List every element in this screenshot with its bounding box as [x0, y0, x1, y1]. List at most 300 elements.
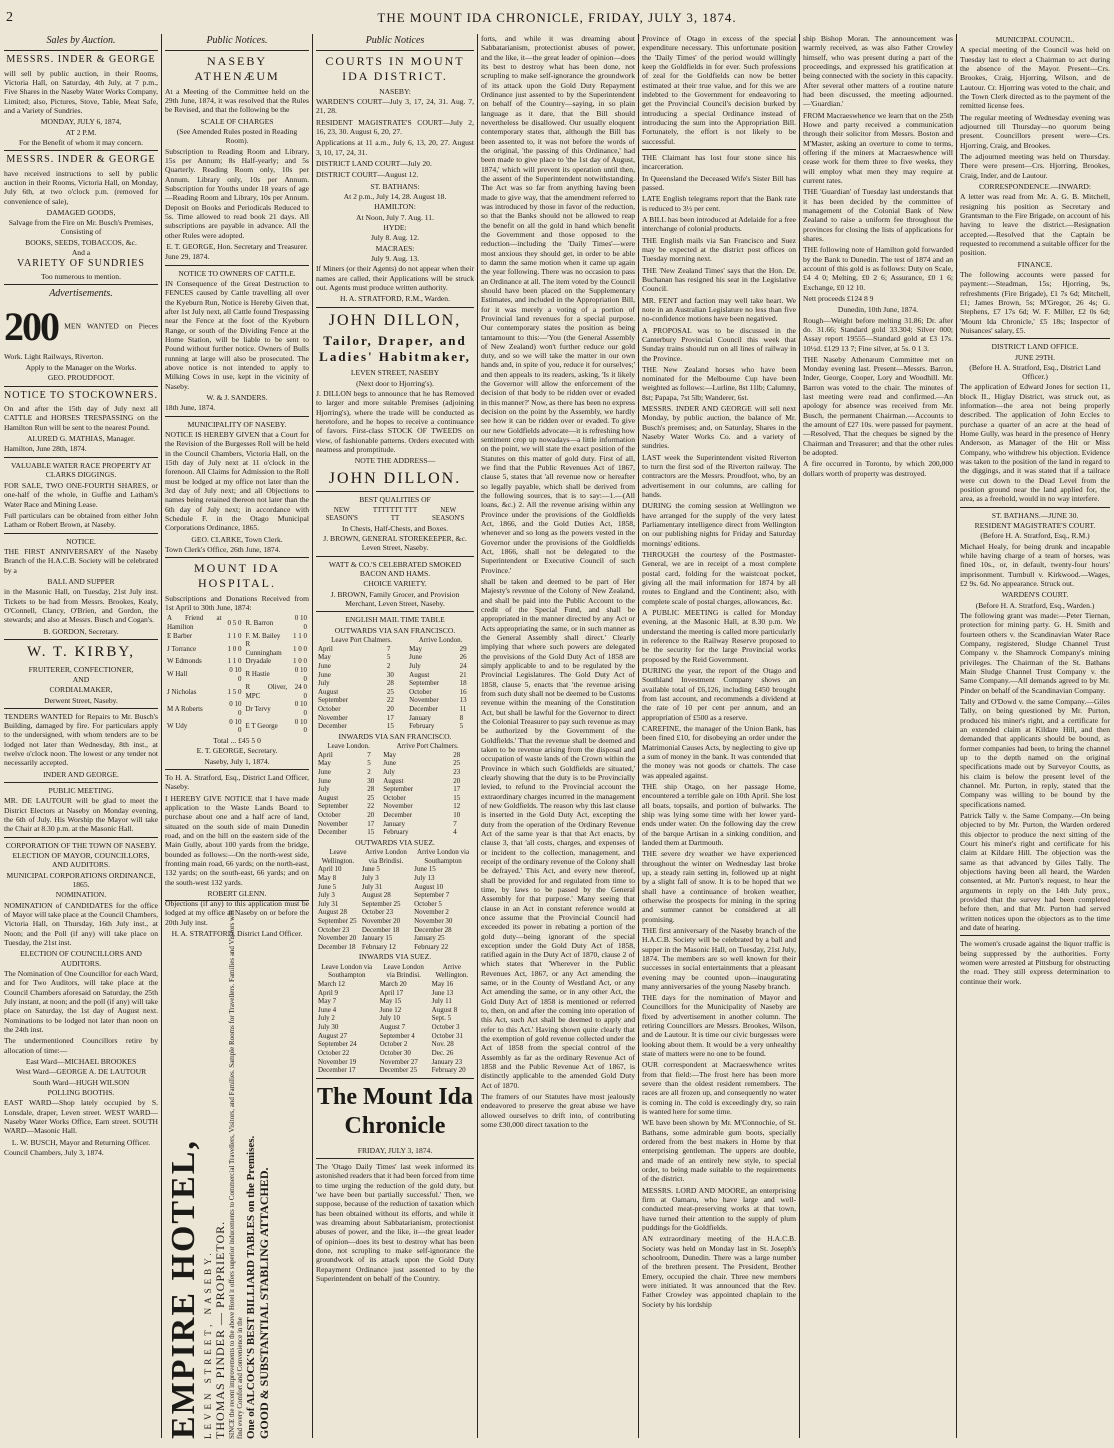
mail-cell: 17 [453, 785, 461, 794]
land-office-heading: DISTRICT LAND OFFICE. [991, 342, 1079, 352]
auction-1-title: MESSRS. INDER & GEORGE [6, 54, 156, 66]
assay-lines: Rough—Weight before melting 31.86; Dr. after do. 31.66; Standard gold 33.304; Silver 000; Assay report 19555—Standard gold at £3 17s. 10½d. £129 13 7; Fine silver, at 5s. 0 1 3. [803, 315, 953, 353]
mail-cell: September 24 [318, 1040, 357, 1049]
st-bathans-heading: ST. BATHANS.—JUNE 30. [991, 510, 1079, 520]
mail-cell: October 31 [431, 1031, 463, 1040]
mail-row [316, 989, 474, 998]
courts-heading: COURTS IN MOUNT IDA DISTRICT. [325, 54, 465, 84]
municipality-body: NOTICE IS HEREBY GIVEN that a Court for the Revision of the Burgesses Roll will be held in the Council Chambers, Victoria Hall, on the 15th day of July next at 11 o'clock in the forenoon. All Claims for Admission to the Roll must be lodged at my office not later than the 3rd day of July next; and all Objections to names being retained thereon not later than the 6th day of July next; in accordance with Schedule F. in the Otago Municipal Corporations Ordinance, 1865. [165, 429, 309, 533]
subscription-cell: M A Roberts [167, 704, 203, 713]
mail-cell: 11 [459, 704, 467, 713]
hospital-total: Total ... £45 5 0 [213, 735, 261, 745]
hospital-sign: E. T. GEORGE, Secretary. [196, 746, 278, 756]
teas-ttt: TTTTTTT TTT TT [372, 505, 418, 523]
polling-booths-heading: POLLING BOOTHS. [47, 1087, 115, 1097]
mail-cell: February [383, 828, 409, 837]
land-sign: ROBERT GLENN. [207, 888, 267, 898]
mail-cell: 28 [386, 679, 394, 688]
auction-1-date: MONDAY, JULY 6, 1874, [40, 117, 122, 127]
mail-cell: June [409, 653, 422, 662]
land-objections: Objections (if any) to this application must be lodged at my office at Naseby on or before the 20th July inst. [165, 899, 309, 927]
dillon-body: J. DILLON begs to announce that he has Removed to larger and more suitable Premises (adjoining Hjorring's), where the trade will be conducted as heretofore, and he hopes to receive a continuance of favors. First-class STOCK OF TWEEDS on view, of fashionable patterns. Orders executed with neatness and promptitude. [316, 388, 474, 454]
auction-2-list: BOOKS, SEEDS, TOBACCOS, &c. [25, 237, 137, 247]
mail-cell: April [318, 750, 333, 759]
men-wanted-number: 200 [4, 304, 58, 350]
mail-header-cell: Leave Wellington. [321, 848, 355, 865]
subscription-cell: 24 0 0 [294, 683, 307, 700]
column-4 [481, 34, 635, 1438]
land-body: I HEREBY GIVE NOTICE that I have made application to the Waste Lands Board to purchase about one and a half acre of land, situated on the south side of main Dunedin road, and on the hill on the eastern side of the Main Gully, about 100 yards from the bridge, bounded as follows:—On the north-west side, fronting main road, 66 yards; on the north-east, 132 yards; on the south-east, 66 yards; and on the south-west 132 yards. [165, 793, 309, 887]
auction-1-time: AT 2 P.M. [65, 127, 97, 137]
kirby-trade: FRUITERER, CONFECTIONER, [28, 664, 134, 674]
news-items [642, 153, 796, 1309]
mail-cell: December [318, 828, 347, 837]
mail-cell: March 20 [379, 980, 407, 989]
mail-cell: 25 [453, 759, 461, 768]
subscription-row [165, 640, 309, 657]
mail-cell: May [409, 644, 422, 653]
nomination-body: NOMINATION of CANDIDATES for the office of Mayor will take place at the Council Chambers, Victoria Hall, on Thursday, 16th July inst., at Noon; and the Poll (if any) will take place on Tuesday, the 21st inst. [4, 900, 158, 948]
kirby-and: AND [72, 674, 90, 684]
courts-resident: RESIDENT MAGISTRATE'S COURT—July 2, 16, 23, 30. August 6, 20, 27. [316, 117, 474, 137]
mail-cell: April 9 [318, 988, 339, 997]
column-rule [161, 34, 162, 1438]
mail-cell: October 2 [379, 1040, 408, 1049]
water-race-title: VALUABLE WATER RACE PROPERTY AT CLARKS DIGGINGS. [11, 460, 151, 479]
news-item: LAST week the Superintendent visited Riverton to turn the first sod of the Riverton railway. The contractors are the Messrs. Proudfoot, who, by an advertisement in our columns, are calling for hands. [642, 452, 796, 500]
divider [4, 150, 158, 151]
news-item: THROUGH the courtesy of the Postmaster-General, we are in receipt of a most complete postal card, folding for the waistcoat pocket, giving all the mail information for 1874 by all routes to England and the Continent; also, with complete scale of postal charges, allowances, &c. [642, 550, 796, 606]
mail-cell: 8 [459, 713, 464, 722]
mail-cell: January 15 [361, 934, 393, 943]
cattle-body: IN Consequence of the Great Destruction to FENCES caused by Cattle travelling all over the Kyeburn Run, Notice is Hereby Given that, after 1st July next, all Cattle found Trespassing near the Fence at the foot of the Kyeburn Range, or south of the Dividing Fence at the Home Station, will be liable to be sent to Pound without further notice. Owners of Bulls running at large will also be prosecuted. The above notice is not intended to apply to Milking Cows in use, kept in the vicinity of Naseby. [165, 279, 309, 391]
mail-cell: 15 [367, 828, 375, 837]
mail-row [316, 1006, 474, 1015]
men-wanted-sign: GEO. PROUDFOOT. [47, 373, 115, 383]
auction-2-goods-body: Salvage from the Fire on Mr. Busch's Premises, Consisting of [8, 218, 154, 237]
mail-cell: February 22 [414, 942, 449, 951]
subscription-row [165, 700, 309, 717]
subscription-cell: 0 5 0 [227, 618, 242, 627]
mail-cell: 17 [367, 819, 375, 828]
subscription-row [165, 718, 309, 735]
subscription-cell: E T George [245, 721, 278, 730]
mail-cell: August 27 [318, 1031, 347, 1040]
dillon-trade: Tailor, Draper, and Ladies' Habitmaker, [319, 333, 471, 365]
men-wanted-apply: Apply to the Manager on the Works. [25, 362, 137, 372]
divider [165, 265, 309, 266]
dillon-next: (Next door to Hjorring's). [356, 378, 434, 388]
mail-cell: October 23 [361, 908, 394, 917]
mail-cell: 21 [459, 670, 467, 679]
correspondence-body: A letter was read from Mr. A. G. B. Mitchell, resigning his position as Secretary and Grantsman to the Fire Brigade, on account of his having to leave the district.—Resignation accepted.—Resolved that the Captain be requested to recommend a suitable officer for the position. [960, 192, 1110, 258]
courts-hamilton: HAMILTON: [374, 202, 416, 212]
mail-header-cell: Leave London via Brindisi. [383, 962, 424, 980]
mail-cell: June [318, 776, 331, 785]
assay-net: Nett proceeds £124 8 9 [803, 293, 874, 303]
mail-cell: June [318, 661, 331, 670]
divider [316, 307, 474, 308]
subscription-cell: J Torrance [167, 644, 197, 653]
mail-cell: July 30 [318, 1023, 339, 1032]
mail-row [316, 653, 474, 662]
mail-row [316, 1058, 474, 1067]
public-meeting-heading: PUBLIC MEETING. [48, 786, 114, 796]
auction-2-title: MESSRS. INDER & GEORGE [6, 154, 156, 166]
column-6 [803, 34, 953, 1438]
mail-cell: September 25 [361, 899, 401, 908]
news-item: AN extraordinary meeting of the H.A.C.B. Society was held on Monday last in St. Joseph's schoolroom, Dunedin. There was a large number of the brethren present. The President, Brother Emery, occupied the chair. Three new members were initiated. It was announced that the Rev. Father Crowley was appointed chaplain to the Society by his lordship [642, 1234, 796, 1309]
mail-table-inwards-suez [316, 963, 474, 1075]
retiring-south: South Ward—HUGH WILSON [32, 1077, 130, 1087]
mail-cell: April 17 [379, 988, 404, 997]
mail-cell: June 5 [361, 865, 380, 874]
stockowners-body: On and after the 15th day of July next all CATTLE and HORSES TRESPASSING on the Hamilton Run will be sent to the nearest Pound. [4, 403, 158, 432]
kirby-address: Derwent Street, Naseby. [44, 695, 118, 705]
news-item: DURING the coming session at Wellington we have arranged for the supply of the very latest Parliamentary intelligence direct from Wellington on our publishing nights for Friday and Saturday mornings' editions. [642, 501, 796, 548]
mail-header-cell: Arrive London via Southampton [417, 848, 470, 865]
mail-row [316, 1014, 474, 1023]
teas-heading: BEST QUALITIES OF [359, 495, 431, 505]
col6-body-4: THE following note of Hamilton gold forwarded by the Bank to Dunedin. The test of 1874 and an account of this gold is as follows: Duty on Scale, £4 4 0; Melting, £0 2 6; Assurance, £0 1 6; Exchange, £0 12 10. [803, 245, 953, 292]
election-councillors-heading: ELECTION OF COUNCILLORS AND AUDITORS. [20, 949, 142, 968]
subscription-cell: F. M. Bailey [245, 631, 281, 640]
subscription-cell: Dryadale [245, 657, 272, 666]
council-body: A special meeting of the Council was held on Tuesday last to elect a Chairman to act during the absence of the Mayor. Present—Crs. Brookes, Craig, Hjorring, Wilson, and de Lautour. Cr. Hjorring was voted to the chair, and the Town Clerk directed as to the payment of the remitted license fees. [960, 45, 1110, 111]
divider [4, 639, 158, 640]
subscription-row [165, 683, 309, 700]
news-item: WE have been shown by Mr. M'Connochie, of St. Bathans, some admirable gum boots, specially ordered from the best makers in Home by that enterprising gentleman. The uppers are double, and made of an entirely new style, to special order, to being made suitable to the requirements of the district. [642, 1118, 796, 1184]
subscription-cell: 0 10 0 [294, 717, 307, 735]
mail-cell: June 13 [431, 988, 454, 997]
mail-cell: July 3 [318, 891, 335, 900]
news-item: THE Claimant has lost four stone since his incarceration. [642, 152, 796, 172]
empire-hotel-line-2: One of ALCOCK'S BEST BILLIARD TABLES on the Premises. [244, 1135, 257, 1439]
divider [4, 782, 158, 783]
mail-cell: August 7 [379, 1023, 406, 1032]
polling-sign: L. W. BUSCH, Mayor and Returning Officer. [11, 1137, 151, 1147]
hospital-date: Naseby, July 1, 1874. [204, 756, 270, 766]
courts-stbathans-dates: At 2 p.m., July 14, 28. August 18. [343, 192, 447, 202]
stockowners-sign: ALURED G. MATHIAS, Manager. [27, 433, 135, 443]
hospital-subscriptions-table [165, 614, 309, 735]
mail-cell: August [409, 670, 430, 679]
tenders-sign: INDER AND GEORGE. [43, 769, 119, 779]
mail-cell: 15 [386, 722, 394, 731]
mail-row [316, 671, 474, 680]
divider [4, 837, 158, 838]
mail-row [316, 811, 474, 820]
auction-1-body: will sell by public auction, in their Rooms, Victoria Hall, on Saturday, 4th July, at 7 p.m., Five Shares in the Naseby Water Works Company, Limited; also, Pictures, Stove, Table, Meat Safe, and a Variety of Sundries. [4, 68, 158, 115]
mail-cell: June 4 [318, 1005, 337, 1014]
courts-applications: Applications at 11 a.m., July 6, 13, 20, 27. August 3, 10, 17, 24, 31. [316, 138, 474, 157]
mail-cell: 7 [453, 819, 457, 828]
womens-crusade: The women's crusade against the liquor traffic is being suppressed by the authorities. Forty women were arrested at Pittsburg for obstructing the road. They still express determination to continue their work. [960, 939, 1110, 986]
mail-cell: August 28 [318, 908, 347, 917]
mail-cell: May 8 [318, 874, 337, 882]
dillon-name-2: JOHN DILLON. [328, 469, 462, 487]
mail-cell: Sept. 5 [431, 1014, 452, 1023]
mail-cell: February 20 [431, 1066, 466, 1075]
mail-cell: November 2 [414, 908, 449, 917]
mail-cell: April [318, 644, 333, 653]
election-heading: ELECTION OF MAYOR, COUNCILLORS, AND AUDITORS. [12, 851, 150, 870]
teas-new-2: NEW SEASON'S [432, 505, 465, 523]
divider [316, 50, 474, 51]
column-rule [956, 34, 957, 1438]
mail-cell: May [383, 750, 397, 759]
stockowners-title: NOTICE TO STOCKOWNERS. [4, 389, 158, 401]
mail-row [316, 645, 474, 654]
land-to: To H. A. Stratford, Esq., District Land Officer, Naseby. [165, 772, 309, 792]
subscription-cell: W Udy [167, 721, 188, 730]
mail-cell: 28 [453, 750, 461, 759]
divider [960, 507, 1110, 508]
mail-cell: September 4 [379, 1031, 415, 1040]
mail-cell: December 18 [361, 925, 400, 934]
corporation-title: CORPORATION OF THE TOWN OF NASEBY. [5, 840, 157, 850]
column-rule [312, 34, 313, 1438]
news-item: THE first anniversary of the Naseby branch of the H.A.C.B. Society will be celebrated by a ball and supper in the Masonic Hall, on Tuesday, 21st July, 1874. The members are so well known for their successes in social entertainments that a pleasant evening may be counted upon—inaugurating many anniversaries of the young Naseby branch. [642, 925, 796, 991]
courts-land: DISTRICT LAND COURT—July 20. [316, 159, 432, 169]
auction-2-body: have received instructions to sell by public auction in their Rooms, Victoria Hall, on Monday, July 6th, at two o'clock p.m. (removed for convenience of sale), [4, 168, 158, 206]
divider [316, 556, 474, 557]
mail-cell: November 30 [414, 917, 453, 926]
subscription-row [165, 666, 309, 683]
subscription-cell: 1 1 0 [227, 631, 242, 640]
subscription-cell: 0 10 0 [229, 717, 242, 735]
courts-wardens: WARDEN'S COURT—July 3, 17, 24, 31. Aug. 7, 21, 28. [316, 97, 474, 116]
mail-row [316, 980, 474, 989]
mail-cell: November [318, 819, 348, 828]
news-item: THE New Zealand horses who have been nominated for the Melbourne Cup have been weighted as follows:—Lurline, 8st 11lb; Calumny, 8st; Papapa, 7st 5lb; Wanderer, 6st. [642, 364, 796, 402]
mail-cell: June 15 [414, 865, 436, 874]
hacb-notice-body: THE FIRST ANNIVERSARY of the Naseby Branch of the H.A.C.B. Society will be celebrated by a [4, 547, 158, 575]
athenaeum-title: NASEBY ATHENÆUM [194, 54, 280, 84]
subscription-cell: R Hastie [245, 670, 270, 679]
mail-row [316, 1023, 474, 1032]
mail-cell: January 25 [414, 934, 445, 943]
mail-cell: February [409, 722, 435, 731]
empire-hotel-proprietor: THOMAS PINDER — PROPRIETOR. [213, 1220, 227, 1439]
empire-hotel-ad [165, 900, 309, 1439]
mail-row [316, 705, 474, 714]
wardens-court-before: (Before H. A. Stratford, Esq., Warden.) [975, 600, 1095, 610]
subscription-cell: 1 5 0 [227, 687, 242, 696]
athenaeum-rates: Subscription to Reading Room and Library, 15s per Annum; 8s Half-yearly; and 5s Quarterly. Reading Room only, 10s per Annum. Library only, 10s per Annum. Subscription for Youths under 18 years of age—Reading Room and Library, 10s per Annum. Deposit on Books and Periodicals Reduced to 5s. Time allowed to read book 21 days. All subscriptions are payable in advance. All the other Rules were adopted. [165, 146, 309, 240]
mail-cell: June [318, 670, 331, 679]
subscription-cell: J Nicholas [167, 687, 197, 696]
mail-row [316, 722, 474, 731]
cattle-date: 18th June, 1874. [165, 403, 216, 413]
mail-header-cell: Arrive London via Brindisi. [365, 848, 407, 865]
dillon-name: JOHN DILLON, [328, 311, 462, 329]
mail-row [316, 751, 474, 760]
athenaeum-body: At a Meeting of the Committee held on the 29th June, 1874, it was resolved that the Rules be Revised, and that the following be the [165, 86, 309, 115]
news-item: MR. FENT and faction may well take heart. We note in an Australian Legislature no less than five no-confidence motions have been negatived. [642, 295, 796, 324]
men-wanted-text: MEN WANTED on Pieces Work. Light Railways, Riverton. [4, 321, 158, 361]
mail-row [316, 883, 474, 892]
news-item: THE English mails via San Francisco and Suez may be expected at the district post offices on Tuesday morning next. [642, 235, 796, 264]
mail-row [316, 714, 474, 723]
subscription-row [165, 657, 309, 666]
news-item: OUR correspondent at Macraeswhence writes from that field:—The frost here has been more severe than the oldest resident remembers. The races are all frozen up, and consequently no water is coming in. The cold is exceedingly dry, so rain is wanted here for some time. [642, 1060, 796, 1117]
ordinance-heading: MUNICIPAL CORPORATIONS ORDINANCE, 1865. [6, 870, 156, 890]
empire-hotel-street: LEVEN STREET, NASEBY. [203, 1249, 213, 1439]
subscription-row [165, 632, 309, 641]
courts-hamilton-dates: At Noon, July 7. Aug. 11. [356, 212, 434, 222]
mail-cell: July 2 [318, 1014, 335, 1023]
athenaeum-sign: E. T. GEORGE, Hon. Secretary and Treasurer. [166, 242, 308, 252]
mail-cell: September 7 [414, 891, 450, 900]
mail-table-inwards-sf [316, 742, 474, 837]
auction-2-variety: VARIETY OF SUNDRIES [17, 258, 145, 270]
mail-row [316, 1040, 474, 1049]
athenaeum-meeting: THE Naseby Athenæum Committee met on Monday evening last. Present—Messrs. Barron, Inder, George, Cooper, Lory and Woodhill. Mr. Barron was voted to the chair. The minutes of last meeting were read and confirmed.—An apology for absence was received from Mr. Busch, the permanent Chairman.—Accounts to the amount of £27 10s. were passed for payment.—Resolved, That the cheques be signed by the Chairman and Treasurer; and that the other rules be adopted. [803, 354, 953, 458]
news-item: MESSRS. INDER AND GEORGE will sell next Monday, by public auction, the balance of Mr. Busch's premises; and, on Saturday, Shares in the Naseby Water Works Co. and a variety of sundries. [642, 404, 796, 451]
courts-naseby: NASEBY: [379, 86, 411, 96]
rm-court-body: Michael Healy, for being drunk and incapable while having charge of a team of horses, was fined 10s., or, in default, twenty-four hours' imprisonment. Turnbull v. Kirkwood.—Wages, £2 9s. 6d. No appearance. Struck out. [960, 541, 1110, 589]
page-number: 2 [6, 10, 13, 25]
mail-row [316, 828, 474, 837]
mail-arrive-header: Arrive London. [418, 636, 463, 645]
subscription-cell: 1 1 0 [293, 631, 307, 640]
mail-cell: August [318, 793, 339, 802]
divider [960, 338, 1110, 339]
mail-cell: March 12 [318, 980, 346, 989]
auction-2-goods: DAMAGED GOODS, [46, 207, 116, 217]
kirby-cordial: CORDIALMAKER, [49, 685, 113, 695]
mail-cell: November 20 [361, 917, 401, 926]
wardens-court-heading: WARDEN'S COURT. [1001, 590, 1069, 600]
col6-body-2: FROM Macraeswhence we learn that on the 25th Howe and party received a communication through their solicitor from Messrs. Boston and M'Master, asking an overture to come to terms, offering if the miners at Macraeswhence will cease work for them three to five weeks, they will employ what men they may require at current rates. [803, 110, 953, 185]
divider [4, 50, 158, 51]
mail-cell: 13 [459, 696, 467, 705]
water-race-body: Full particulars can be obtained from either John Latham or Robert Brown, at Naseby. [4, 511, 158, 530]
mail-row [316, 943, 474, 952]
mail-cell: December [383, 811, 412, 820]
mail-cell: 20 [367, 811, 375, 820]
hacb-notice-body-2: in the Masonic Hall, on Tuesday, 21st July inst. Tickets to be had from Messrs. Brookes, Kealy, O'Connell, Clancy, O'Brien, and Gordon, the stewards; and also at Messrs. Busch and Cogan's. [4, 587, 158, 625]
mail-cell: May 16 [431, 980, 454, 989]
mail-cell: 30 [367, 776, 375, 785]
mail-leave-header-2: Leave London. [327, 742, 370, 751]
council-body-3: The adjourned meeting was held on Thursday. There were present—Crs. Hjorring, Brookes, Craig, Inder, and de Lautour. [960, 151, 1110, 180]
subscription-cell: W Hall [167, 670, 188, 679]
column-rule [799, 34, 800, 1438]
editorial-part-2: shall be taken and deemed to be part of Her Majesty's revenue of the Colony of New Zealand, and shall be paid into the Public Account to the credit of the Special Fund, and shall be appropriated in the manner directed by any Act or Acts appropriating the same, or in such manner as the General Assembly shall direct.' Clearly implying that where such powers are delegated the provisions of the Gold Duty Act of 1858 are simply applicable to and to be regulated by the Provincial Legislatures. The Gold Duty Act of 1858, clause 5, enacts that 'the revenue arising from such duty shall not be deemed to be Customs revenue within the meaning of the Constitution Act, but shall be lawful for the Governor to direct the Colonial Treasurer to pay such revenue as may be authorized by the Government of the Goldfields.' That the revenue shall be deemed and taken to be revenue arising from the disposal and occupation of waste lands of the Crown within the Province in which such Goldfields are situated,' clearly showing that the duty is to be Provincially levied, to refund to the Provincial account the extraordinary charges incurred in the management of new Goldfields. The reason why this last clause is inserted in the Gold Duty Act, excepting the duty from the operation of the Ordinary Revenue Act of the same year is that that Act enacts, by clause 3, that 'all costs, charges, and expenses of or incident to the collection, management, and receipt of the ordinary revenue of the Colony shall be defrayed.' This Act, and every new thereof, shall be provided for and regulated from time to time, by laws to be passed by the General Assembly for that purpose.' Many seeing that clause in an Act in constant reference would at once assume that the Provincial Council had exceeded its power in rebating a portion of the gold duty—being ignorant of the special exception under the Gold Duty Act of 1858, ratified again in the Duty Act of 1870, clause 2 of which states that 'Wherever in the Public Revenues Act, 1867, or any Act amending the same, or in the County of Westland Act, or any Act amending the same, or in any other Act, the Gold Duty Act of 1858 is mentioned or referred to, then, on and after the coming into operation of this Act, such Act shall be deemed to apply and refer to this Act.' Having shown quite clearly that the exemption of gold revenue collected under the Act of 1858 from the special control of the Assembly as far as the ordinary Revenue Act of 1858 and the Public Revenue Act of 1867, is distinctly applicable to the amended Gold Duty Act of 1870. [481, 577, 635, 1090]
divider [165, 557, 309, 558]
mail-cell: October [409, 687, 432, 696]
news-item: LATE English telegrams report that the Bank rate is reduced to 3½ per cent. [642, 194, 796, 213]
cattle-heading: NOTICE TO OWNERS OF CATTLE. [178, 268, 296, 278]
courts-note: If Miners (or their Agents) do not appear when their names are called, their Applications will be struck out. Agents must produce written authority. [316, 264, 474, 293]
column-1 [4, 34, 158, 1438]
mail-cell: June [383, 759, 397, 768]
mail-cell: July [318, 679, 330, 688]
teas-new-1: NEW SEASON'S [325, 505, 358, 523]
polling-booths-body: EAST WARD—Shop lately occupied by S. Lonsdale, draper, Leven street. WEST WARD—Naseby Water Works Office, Earn street. SOUTH WARD—Masonic Hall. [4, 1098, 158, 1136]
mail-cell: December 28 [414, 925, 452, 934]
divider [4, 284, 158, 285]
divider [4, 533, 158, 534]
subscription-cell: 1 0 0 [293, 644, 307, 653]
news-item: THE days for the nomination of Mayor and Councillors for the Municipality of Naseby are fixed by advertisement in another column. The retiring Councillors are Messrs. Brookes, Wilson, and de Lautour. It is time our civic burgesses were looking about them. It would be a very unhealthy state of matters were no one to be found. [642, 993, 796, 1059]
mail-cell: 16 [459, 687, 467, 696]
mail-cell: 28 [367, 785, 375, 794]
auction-2-and: And a [71, 248, 91, 258]
divider [165, 769, 309, 770]
courts-stbathans: ST. BATHANS: [370, 181, 420, 191]
mail-cell: July 11 [431, 997, 452, 1006]
news-item: THE severe dry weather we have experienced throughout the winter on Wednesday last broke up, a steady rain setting in, followed up at night by a slight fall of snow. It is to be hoped that we shall have a continuance of broken weather, otherwise the prospects for mining in the spring and summer cannot be considered at all promising. [642, 849, 796, 924]
mail-row [316, 900, 474, 909]
land-office-date: JUNE 29TH. [1014, 352, 1056, 362]
column-5 [642, 34, 796, 1438]
mail-row [316, 908, 474, 917]
empire-hotel-name: EMPIRE HOTEL, [165, 1139, 202, 1439]
mail-cell: 26 [459, 653, 467, 662]
council-body-2: The regular meeting of Wednesday evening was adjourned till Thursday—no quorum being present. Councillors present were—Crs. Hjorring, Craig, and Brookes. [960, 112, 1110, 150]
section-public-notices-heading: Public Notices. [206, 35, 268, 46]
news-item: THE ship Otago, on her passage Home, encountered a terrible gale on 10th April. She lost all boats, topsails, and portion of bulwarks. The ship was lying some time with her lower yard-ends under water. On the following day the crew of the barque Artisan in a sinking condition, and landed them at Dartmouth. [642, 781, 796, 847]
hacb-notice-sign: B. GORDON, Secretary. [43, 626, 119, 636]
mail-cell: 2 [367, 767, 371, 776]
mail-cell: December 25 [379, 1066, 418, 1075]
mail-cell: 22 [386, 696, 394, 705]
mail-row [316, 1032, 474, 1041]
divider [960, 935, 1110, 936]
mail-cell: 17 [386, 713, 394, 722]
mail-cell: 22 [367, 802, 375, 811]
mail-cell: 29 [459, 644, 467, 653]
mail-cell: September [383, 785, 414, 794]
athenaeum-date: June 29, 1874. [165, 252, 210, 262]
mail-cell: October 3 [431, 1023, 460, 1032]
subscription-cell: 1 1 0 [227, 657, 242, 666]
subscription-cell: 0 10 0 [229, 700, 242, 718]
men-wanted-ad [4, 302, 158, 361]
divider [165, 416, 309, 417]
mail-cell: December 18 [318, 942, 356, 951]
mail-cell: 7 [367, 750, 371, 759]
subscription-cell: R Cunningham [245, 640, 282, 657]
mail-cell: August [318, 687, 339, 696]
nomination-heading: NOMINATION. [55, 890, 107, 900]
tenders-body: TENDERS WANTED for Repairs to Mr. Busch's Building, damaged by fire. For particulars apply to the undersigned, with whom tenders are to be lodged not later than Wednesday, 8th inst., at twelve o'clock noon. The lowest or any tender not necessarily accepted. [4, 711, 158, 768]
empire-hotel-line-3: GOOD & SUBSTANTIAL STABLING ATTACHED. [256, 1167, 271, 1439]
mail-cell: May [318, 653, 331, 662]
divider [642, 149, 796, 150]
subscription-cell: W Edmonds [167, 657, 202, 666]
mail-cell: July 31 [318, 899, 339, 908]
mail-row [316, 865, 474, 874]
mail-cell: November 20 [318, 934, 357, 943]
courts-hyde: HYDE: [383, 223, 407, 233]
mail-cell: January [383, 819, 405, 828]
mail-cell: 5 [386, 653, 391, 662]
mail-cell: June [318, 767, 331, 776]
subscription-cell: 0 10 0 [294, 700, 307, 718]
mail-cell: 25 [367, 793, 375, 802]
water-race-sale: FOR SALE, TWO ONE-FOURTH SHARES, or one-half of the whole, in Guffie and Latham's Water Race and Mining Lease. [4, 481, 158, 509]
courts-district: DISTRICT COURT—August 12. [316, 170, 419, 180]
council-heading: MUNICIPAL COUNCIL. [995, 35, 1075, 44]
subscription-cell: 1 0 0 [227, 644, 242, 653]
hospital-subtitle: Subscriptions and Donations Received from 1st April to 30th June, 1874: [165, 593, 309, 613]
stockowners-date: Hamilton, June 28th, 1874. [4, 444, 87, 454]
news-item: CAREFINE, the manager of the Union Bank, has been fined £10, for disobeying an order under the Matrimonial Causes Acts, by neglecting to give up a sum of money in the bank. It was contended that the money was not goods or chattels. The case was appealed against. [642, 723, 796, 780]
